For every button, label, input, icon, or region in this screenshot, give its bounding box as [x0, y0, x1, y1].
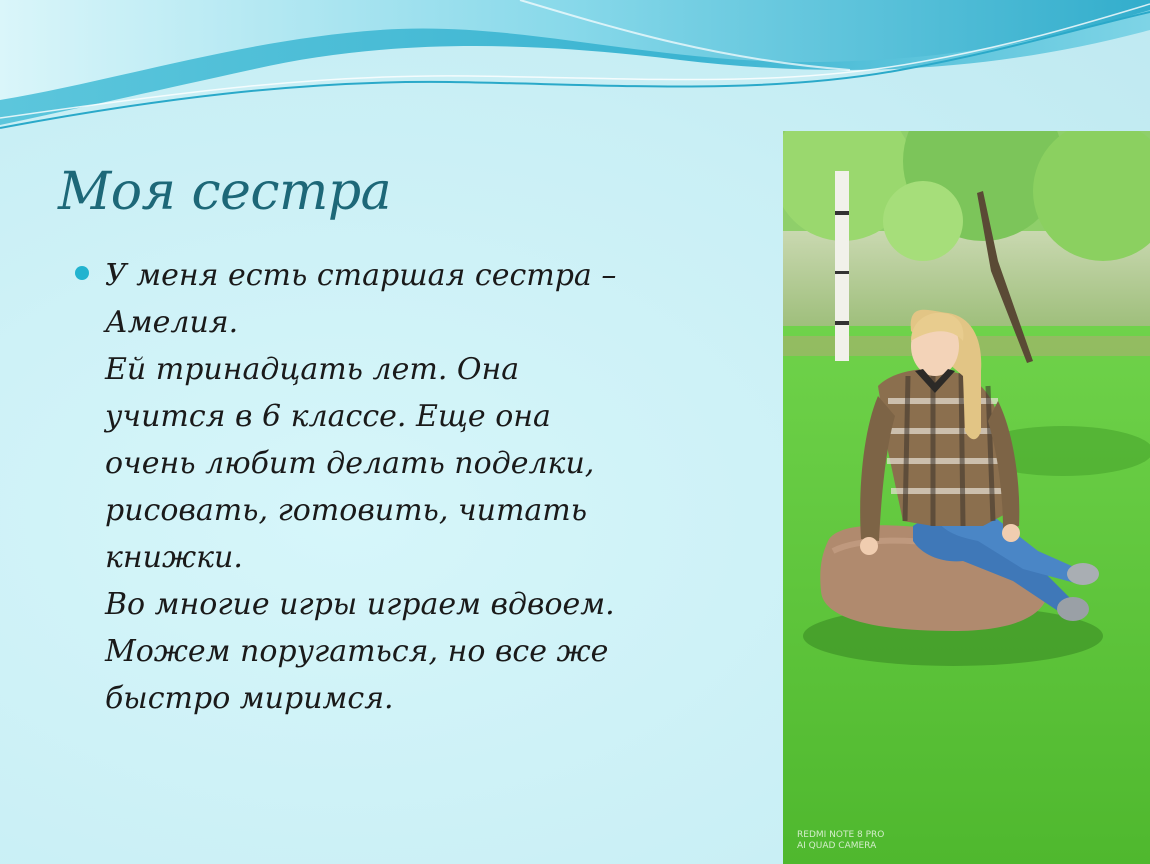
body-line: Во многие игры играем вдвоем. — [105, 587, 615, 622]
sister-photo — [783, 131, 1150, 864]
camera-watermark — [797, 830, 884, 852]
body-line: рисовать, готовить, читать — [105, 493, 588, 528]
bullet-icon — [75, 266, 89, 280]
body-line: Ей тринадцать лет. Она — [105, 352, 520, 387]
watermark-line: AI QUAD CAMERA — [797, 841, 877, 851]
body-line: очень любит делать поделки, — [105, 446, 595, 481]
body-line: У меня есть старшая сестра – — [105, 258, 617, 293]
watermark-line: REDMI NOTE 8 PRO — [797, 830, 885, 840]
body-line: книжки. — [105, 540, 243, 575]
slide-title: Моя сестра — [58, 162, 392, 222]
body-line: Можем поругаться, но все же — [105, 634, 609, 669]
body-line: быстро миримся. — [105, 681, 394, 716]
slide-body — [75, 252, 655, 722]
bullet-item — [75, 252, 655, 722]
decorative-waves — [0, 0, 1150, 140]
body-line: учится в 6 классе. Еще она — [105, 399, 551, 434]
photo-illustration — [783, 131, 1150, 864]
body-line: Амелия. — [105, 305, 239, 340]
